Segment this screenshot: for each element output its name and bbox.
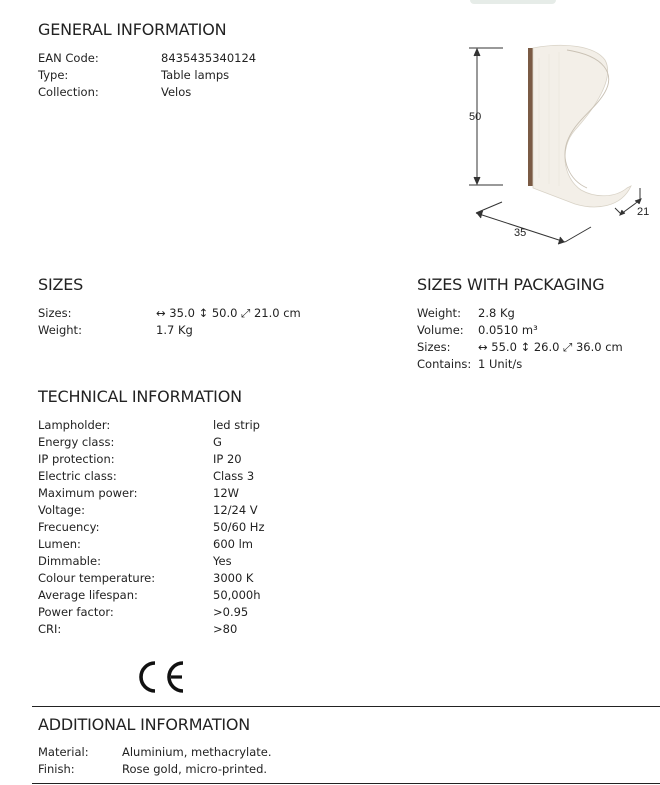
additional-information-heading: ADDITIONAL INFORMATION [38, 715, 251, 734]
row-label: Contains: [417, 357, 472, 371]
sizes-heading: SIZES [38, 275, 84, 294]
lamp-illustration [528, 45, 631, 207]
row-value: 2.8 Kg [478, 306, 515, 320]
row-label: Weight: [38, 323, 82, 337]
row-label: Weight: [417, 306, 461, 320]
row-value: Table lamps [161, 68, 230, 82]
row-value: 1.7 Kg [156, 323, 193, 337]
row-value: Class 3 [213, 469, 255, 483]
row-label: Lumen: [38, 537, 81, 551]
row-value: 1 Unit/s [478, 357, 523, 371]
row-value: ↔ 35.0 ↕ 50.0 ⤢ 21.0 cm [156, 306, 301, 320]
row-label: Voltage: [38, 503, 86, 517]
height-label: 50 [469, 111, 482, 123]
row-value: 12/24 V [213, 503, 258, 517]
row-value: 8435435340124 [161, 51, 257, 65]
row-value: 50/60 Hz [213, 520, 265, 534]
row-label: CRI: [38, 622, 62, 636]
row-label: Lampholder: [38, 418, 111, 432]
row-label: Colour temperature: [38, 571, 156, 585]
row-value: Velos [161, 85, 192, 99]
additional-top-divider [32, 706, 660, 707]
row-value: G [213, 435, 222, 449]
row-value: Rose gold, micro-printed. [122, 762, 268, 776]
row-value: 50,000h [213, 588, 261, 602]
general-information-heading: GENERAL INFORMATION [38, 20, 227, 39]
row-label: IP protection: [38, 452, 115, 466]
row-label: Maximum power: [38, 486, 138, 500]
row-label: Finish: [38, 762, 75, 776]
row-label: Energy class: [38, 435, 115, 449]
row-label: Sizes: [417, 340, 451, 354]
row-label: Electric class: [38, 469, 117, 483]
row-value: >80 [213, 622, 238, 636]
row-value: >0.95 [213, 605, 249, 619]
row-value: 3000 K [213, 571, 254, 585]
depth-label: 21 [637, 206, 650, 218]
row-label: Collection: [38, 85, 99, 99]
width-dimension-line [476, 202, 591, 244]
row-value: Aluminium, methacrylate. [122, 745, 272, 759]
row-value: 600 lm [213, 537, 254, 551]
row-value: Yes [213, 554, 232, 568]
row-value: led strip [213, 418, 260, 432]
ce-mark [138, 660, 186, 697]
lamp-dimension-drawing [455, 38, 660, 248]
row-label: EAN Code: [38, 51, 99, 65]
row-label: Volume: [417, 323, 464, 337]
packaging-heading: SIZES WITH PACKAGING [417, 275, 605, 294]
row-label: Frecuency: [38, 520, 100, 534]
row-label: Power factor: [38, 605, 114, 619]
top-tab-decoration [470, 0, 556, 4]
row-label: Material: [38, 745, 89, 759]
row-value: IP 20 [213, 452, 242, 466]
row-value: 12W [213, 486, 240, 500]
additional-bottom-divider [32, 783, 660, 784]
row-value: 0.0510 m³ [478, 323, 538, 337]
row-label: Sizes: [38, 306, 72, 320]
row-label: Dimmable: [38, 554, 101, 568]
width-label: 35 [514, 227, 527, 239]
technical-information-heading: TECHNICAL INFORMATION [38, 387, 242, 406]
row-label: Average lifespan: [38, 588, 138, 602]
row-value: ↔ 55.0 ↕ 26.0 ⤢ 36.0 cm [478, 340, 623, 354]
row-label: Type: [38, 68, 69, 82]
